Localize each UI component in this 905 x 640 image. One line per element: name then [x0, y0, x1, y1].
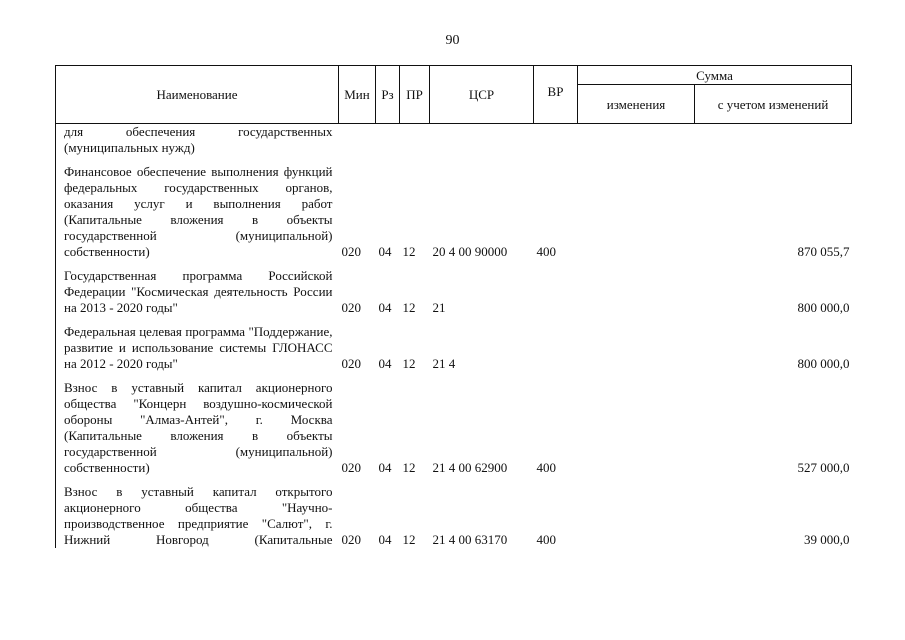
header-csr: ЦСР [430, 66, 534, 124]
spacer-cell [695, 156, 852, 164]
cell-csr: 21 [432, 300, 446, 315]
cell-csr: 20 4 00 90000 [432, 244, 508, 259]
table-row [56, 380, 852, 476]
spacer-cell [430, 476, 534, 484]
spacer-cell [695, 476, 852, 484]
cell-min: 020 [341, 356, 361, 371]
table-header [56, 66, 852, 124]
cell-csr: 21 4 00 62900 [432, 460, 508, 475]
spacer-cell [695, 260, 852, 268]
row-spacer [56, 260, 852, 268]
spacer-cell [534, 372, 578, 380]
header-with-changes: с учетом изменений [695, 85, 852, 124]
header-pr: ПР [400, 66, 430, 124]
table-row [56, 268, 852, 316]
spacer-cell [430, 316, 534, 324]
cell-pr: 12 [402, 300, 416, 315]
table-row [56, 484, 852, 548]
spacer-cell [376, 156, 400, 164]
cell-changes [578, 324, 695, 372]
spacer-cell [430, 372, 534, 380]
spacer-cell [339, 316, 376, 324]
cell-changes [578, 164, 695, 260]
cell-pr: 12 [402, 244, 416, 259]
spacer-cell [400, 316, 430, 324]
cell-name: Государственная программа Российской Федерации "Космическая деятельность России на 2013 - 2020 годы" [56, 268, 339, 316]
cell-pr: 12 [402, 460, 416, 475]
cell-rz: 04 [378, 244, 392, 259]
cell-name: для обеспечения государственных (муниципальных нужд) [56, 124, 339, 157]
spacer-cell [430, 260, 534, 268]
cell-rz: 04 [378, 356, 392, 371]
spacer-cell [56, 372, 339, 380]
spacer-cell [339, 372, 376, 380]
spacer-cell [695, 372, 852, 380]
cell-rz: 04 [378, 300, 392, 315]
spacer-cell [578, 316, 695, 324]
cell-min: 020 [341, 532, 361, 547]
spacer-cell [339, 476, 376, 484]
cell-with-changes: 800 000,0 [797, 356, 850, 371]
spacer-cell [578, 372, 695, 380]
cell-with-changes: 527 000,0 [797, 460, 850, 475]
spacer-cell [534, 156, 578, 164]
cell-rz [376, 124, 400, 157]
spacer-cell [376, 260, 400, 268]
header-min: Мин [339, 66, 376, 124]
spacer-cell [339, 260, 376, 268]
cell-pr: 12 [402, 356, 416, 371]
cell-vr: 400 [536, 460, 556, 475]
spacer-cell [534, 316, 578, 324]
cell-min: 020 [341, 244, 361, 259]
header-rz: Рз [376, 66, 400, 124]
spacer-cell [400, 476, 430, 484]
cell-name: Федеральная целевая программа "Поддержание, развитие и использование системы ГЛОНАСС на 2012 - 2020 годы" [56, 324, 339, 372]
row-spacer [56, 372, 852, 380]
page-number: 90 [445, 33, 460, 48]
cell-vr: 400 [536, 244, 556, 259]
cell-name: Финансовое обеспечение выполнения функций федеральных государственных органов, оказания услуг и выполнения работ (Капитальные вложения в объекты государственной (муниципальной) собственности) [56, 164, 339, 260]
cell-vr: 400 [536, 532, 556, 547]
cell-changes [578, 268, 695, 316]
cell-name: Взнос в уставный капитал акционерного общества "Концерн воздушно-космической обороны "Алмаз-Антей", г. Москва (Капитальные вложения в объекты государственной (муниципальной) собственности) [56, 380, 339, 476]
spacer-cell [400, 156, 430, 164]
spacer-cell [400, 372, 430, 380]
cell-with-changes [695, 124, 852, 157]
cell-pr [400, 124, 430, 157]
spacer-cell [578, 156, 695, 164]
spacer-cell [534, 476, 578, 484]
spacer-cell [339, 156, 376, 164]
row-spacer [56, 156, 852, 164]
spacer-cell [578, 476, 695, 484]
cell-csr [430, 124, 534, 157]
spacer-cell [400, 260, 430, 268]
cell-with-changes: 870 055,7 [797, 244, 850, 259]
row-spacer [56, 316, 852, 324]
spacer-cell [534, 260, 578, 268]
cell-changes [578, 484, 695, 548]
cell-vr [534, 324, 578, 372]
spacer-cell [56, 260, 339, 268]
cell-name: Взнос в уставный капитал открытого акционерного общества "Научно-производственное предприятие "Салют", г. Нижний Новгород (Капитальные [56, 484, 339, 548]
spacer-cell [695, 316, 852, 324]
cell-with-changes: 800 000,0 [797, 300, 850, 315]
spacer-cell [376, 316, 400, 324]
table-row [56, 324, 852, 372]
row-spacer [56, 476, 852, 484]
spacer-cell [430, 156, 534, 164]
table-row [56, 164, 852, 260]
cell-with-changes: 39 000,0 [804, 532, 850, 547]
header-name: Наименование [56, 66, 339, 124]
cell-min: 020 [341, 460, 361, 475]
cell-rz: 04 [378, 532, 392, 547]
spacer-cell [56, 476, 339, 484]
header-changes: изменения [578, 85, 695, 124]
cell-vr [534, 124, 578, 157]
spacer-cell [578, 260, 695, 268]
cell-rz: 04 [378, 460, 392, 475]
cell-changes [578, 124, 695, 157]
cell-changes [578, 380, 695, 476]
budget-table [55, 65, 852, 548]
spacer-cell [376, 372, 400, 380]
header-sum: Сумма [578, 66, 852, 85]
spacer-cell [56, 156, 339, 164]
cell-pr: 12 [402, 532, 416, 547]
spacer-cell [376, 476, 400, 484]
table-body [56, 124, 852, 549]
cell-min [339, 124, 376, 157]
cell-min: 020 [341, 300, 361, 315]
cell-csr: 21 4 [432, 356, 456, 371]
table-row [56, 124, 852, 157]
header-vr: ВР [534, 66, 578, 124]
cell-vr [534, 268, 578, 316]
spacer-cell [56, 316, 339, 324]
cell-csr: 21 4 00 63170 [432, 532, 508, 547]
